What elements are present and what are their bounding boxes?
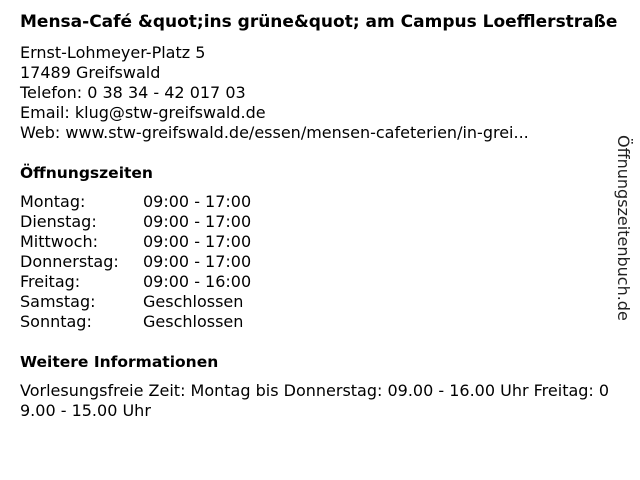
hours-row-saturday <box>20 292 620 312</box>
hours-row-friday <box>20 272 620 292</box>
place-card <box>20 12 620 421</box>
hours-row-tuesday <box>20 212 620 232</box>
day-label: Mittwoch: <box>20 232 98 251</box>
further-info-heading: Weitere Informationen <box>20 353 219 371</box>
day-label: Dienstag: <box>20 212 97 231</box>
place-title: Mensa-Café &quot;ins grüne&quot; am Campus Loefflerstraße <box>20 12 618 32</box>
day-label: Freitag: <box>20 272 81 291</box>
time-value: 09:00 - 17:00 <box>143 212 252 231</box>
day-label: Donnerstag: <box>20 252 119 271</box>
time-value: Geschlossen <box>143 292 244 311</box>
day-label: Montag: <box>20 192 86 211</box>
time-value: 09:00 - 17:00 <box>143 252 252 271</box>
day-label: Sonntag: <box>20 312 92 331</box>
hours-row-monday <box>20 192 620 212</box>
opening-hours-table <box>20 192 620 332</box>
opening-hours-heading: Öffnungszeiten <box>20 164 153 182</box>
address-block <box>20 43 620 143</box>
street-address: Ernst-Lohmeyer-Platz 5 <box>20 43 206 62</box>
hours-row-sunday <box>20 312 620 332</box>
hours-row-thursday <box>20 252 620 272</box>
time-value: 09:00 - 17:00 <box>143 232 252 251</box>
day-label: Samstag: <box>20 292 96 311</box>
time-value: Geschlossen <box>143 312 244 331</box>
hours-row-wednesday <box>20 232 620 252</box>
phone-number: Telefon: 0 38 34 - 42 017 03 <box>20 83 246 102</box>
time-value: 09:00 - 17:00 <box>143 192 252 211</box>
email-address: Email: klug@stw-greifswald.de <box>20 103 266 122</box>
brand-watermark: Öffnungszeitenbuch.de <box>614 135 633 321</box>
city-address: 17489 Greifswald <box>20 63 161 82</box>
website-link: Web: www.stw-greifswald.de/essen/mensen-cafeterien/in-grei... <box>20 123 529 142</box>
further-info-text: Vorlesungsfreie Zeit: Montag bis Donnerstag: 09.00 - 16.00 Uhr Freitag: 09.00 - 15.00 Uhr <box>20 381 610 420</box>
time-value: 09:00 - 16:00 <box>143 272 252 291</box>
